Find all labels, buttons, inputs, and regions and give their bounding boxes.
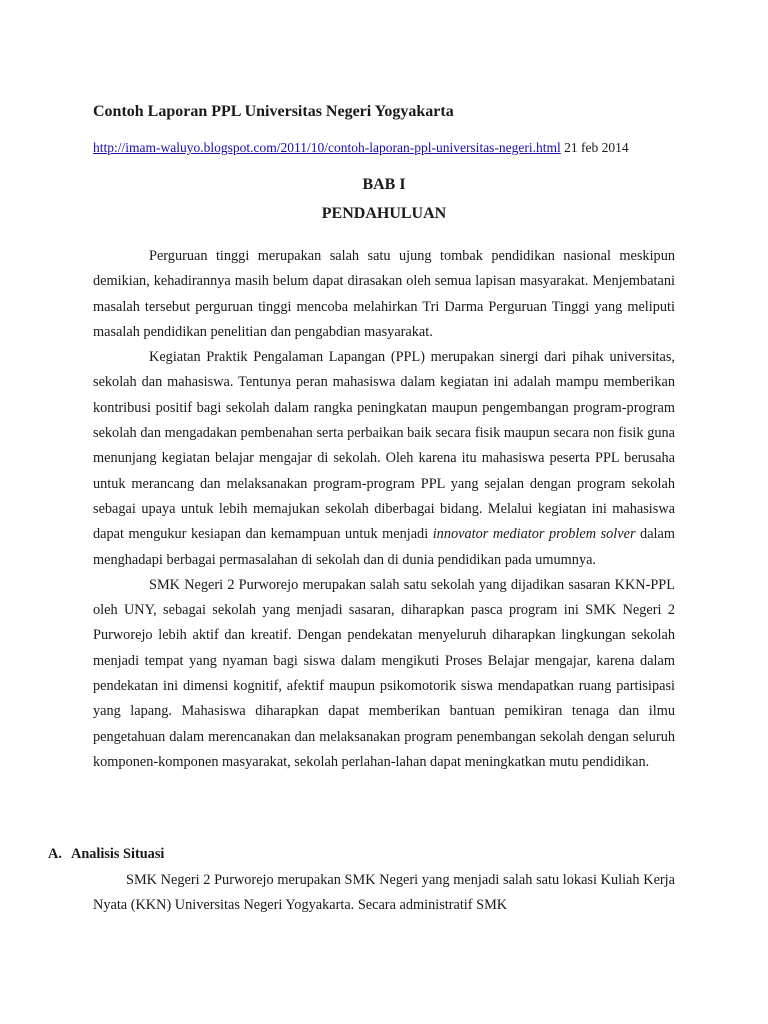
section-title: Analisis Situasi bbox=[71, 846, 165, 862]
paragraph-1: Perguruan tinggi merupakan salah satu ujung tombak pendidikan nasional meskipun demikian, kehadirannya masih belum dapat dirasakan oleh semua lapisan masyarakat. Menjembatani masalah tersebut perguruan tinggi mencoba melahirkan Tri Darma Perguruan Tinggi yang meliputi masalah pendidikan penelitian dan pengabdian masyarakat. bbox=[93, 248, 675, 340]
paragraph-2 bbox=[93, 345, 675, 573]
body-text bbox=[93, 244, 675, 775]
paragraph-2-italic: innovator mediator problem solver bbox=[432, 526, 636, 543]
paragraph-2-text-b: dalam menghadapi berbagai permasalahan di sekolah dan di dunia pendidikan pada umumnya. bbox=[93, 526, 675, 568]
paragraph-4: SMK Negeri 2 Purworejo merupakan SMK Negeri yang menjadi salah satu lokasi Kuliah Kerja Nyata (KKN) Universitas Negeri Yogyakarta. Secara administratif SMK bbox=[93, 872, 675, 914]
paragraph-2-text-a: Kegiatan Praktik Pengalaman Lapangan (PPL) merupakan sinergi dari pihak universitas, sekolah dan mahasiswa. Tentunya peran mahasiswa dalam kegiatan ini adalah mampu memberikan kontribusi positif bagi sekolah dalam rangka peningkatan maupun pengembangan program-program sekolah dan mengadakan pembenahan serta perbaikan baik secara fisik maupun secara non fisik guna menunjang kegiatan belajar mengajar di sekolah. Oleh karena itu mahasiswa peserta PPL berusaha untuk merancang dan melaksanakan program-program PPL yang sejalan dengan program sekolah sebagai upaya untuk lebih memajukan sekolah diberbagai bidang. Melalui kegiatan ini mahasiswa dapat mengukur kesiapan dan kemampuan untuk menjadi bbox=[93, 349, 675, 543]
section-number: A. bbox=[48, 846, 62, 862]
section-body bbox=[93, 868, 675, 919]
source-link[interactable]: http://imam-waluyo.blogspot.com/2011/10/contoh-laporan-ppl-universitas-negeri.html bbox=[93, 140, 561, 155]
source-line bbox=[93, 139, 683, 156]
section-heading bbox=[48, 846, 164, 863]
chapter-heading: BAB I bbox=[362, 176, 406, 193]
paragraph-3: SMK Negeri 2 Purworejo merupakan salah satu sekolah yang dijadikan sasaran KKN-PPL oleh UNY, sebagai sekolah yang menjadi sasaran, diharapkan pasca program ini SMK Negeri 2 Purworejo lebih aktif dan kreatif. Dengan pendekatan menyeluruh diharapkan lingkungan sekolah menjadi tempat yang nyaman bagi siswa dalam mengikuti Proses Belajar mengajar, karena dalam pendekatan ini dimensi kognitif, afektif maupun psikomotorik siswa mendapatkan ruang partisipasi yang lapang. Mahasiswa diharapkan dapat memberikan bantuan pemikiran tenaga dan ilmu pengetahuan dalam merencanakan dan melaksanakan program penembangan sekolah dengan seluruh komponen-komponen masyarakat, sekolah perlahan-lahan dapat meningkatkan mutu pendidikan. bbox=[93, 576, 675, 770]
document-title: Contoh Laporan PPL Universitas Negeri Yogyakarta bbox=[93, 103, 454, 120]
source-date: 21 feb 2014 bbox=[564, 140, 629, 155]
chapter-title: PENDAHULUAN bbox=[321, 205, 447, 222]
